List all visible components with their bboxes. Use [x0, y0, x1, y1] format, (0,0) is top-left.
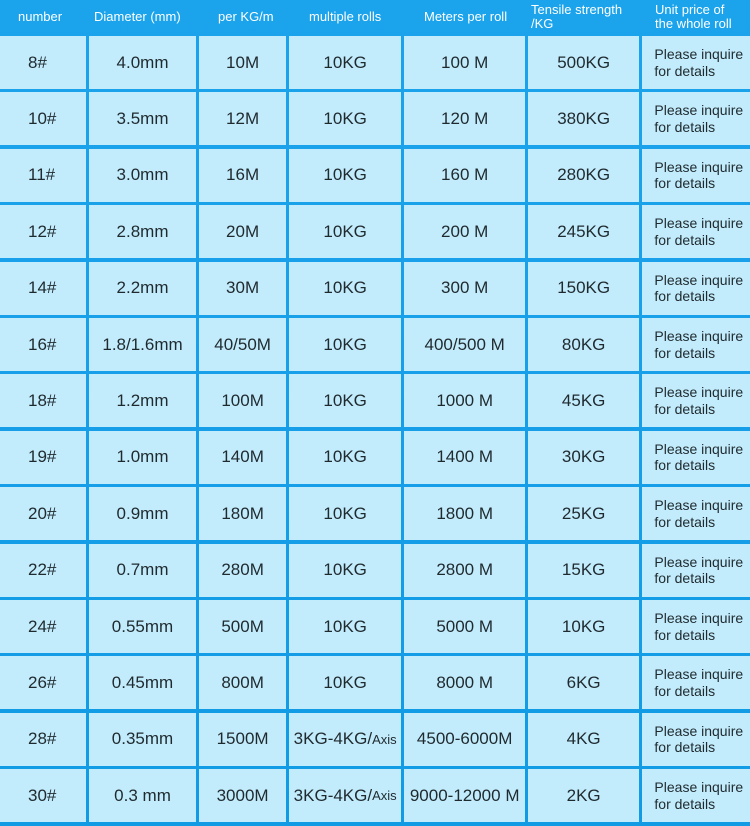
- cell-diameter-text: 0.9mm: [116, 503, 169, 523]
- cell-meters-per-roll: [404, 600, 524, 653]
- cell-per-kg-text: 30M: [226, 278, 260, 298]
- cell-per-kg-text: 10M: [226, 52, 260, 72]
- cell-multiple-rolls-text: 10KG: [323, 334, 367, 354]
- cell-diameter-text: 1.2mm: [116, 390, 169, 410]
- cell-multiple-rolls: [289, 431, 402, 484]
- cell-per-kg: [199, 600, 286, 653]
- cell-tensile-strength: [528, 713, 640, 766]
- cell-multiple-rolls-text: 10KG: [323, 108, 367, 128]
- unit-price-line1: Please inquire: [654, 102, 744, 119]
- cell-number: [0, 713, 86, 766]
- cell-meters-per-roll-text: 160 M: [441, 165, 489, 185]
- cell-unit-price: [642, 769, 750, 822]
- unit-price-line2: for details: [654, 682, 716, 699]
- cell-multiple-rolls-text: 10KG: [323, 52, 367, 72]
- cell-tensile-strength: [528, 544, 640, 597]
- unit-price-line1: Please inquire: [654, 497, 744, 514]
- unit-price-line2: for details: [654, 231, 716, 248]
- table-header: [0, 0, 750, 34]
- header-number-label: number: [18, 9, 63, 25]
- cell-diameter: [89, 656, 197, 709]
- unit-price-line1: Please inquire: [654, 779, 744, 796]
- cell-tensile-strength-text: 245KG: [557, 221, 611, 241]
- cell-number: [0, 374, 86, 427]
- cell-number: [0, 149, 86, 202]
- cell-diameter: [89, 431, 197, 484]
- unit-price-line2: for details: [654, 344, 716, 361]
- table-row: [0, 769, 750, 822]
- cell-diameter-text: 2.8mm: [116, 221, 169, 241]
- cell-per-kg: [199, 92, 286, 145]
- cell-number: [0, 205, 86, 258]
- cell-diameter-text: 1.8/1.6mm: [102, 334, 183, 354]
- cell-unit-price: [642, 149, 750, 202]
- cell-tensile-strength-text: 500KG: [557, 52, 611, 72]
- unit-price-line1: Please inquire: [654, 45, 744, 62]
- cell-per-kg-text: 180M: [221, 503, 264, 523]
- cell-per-kg-text: 40/50M: [214, 334, 271, 354]
- cell-per-kg: [199, 713, 286, 766]
- unit-price-text: [654, 441, 743, 474]
- cell-per-kg-text: 1500M: [216, 729, 269, 749]
- cell-tensile-strength-text: 80KG: [561, 334, 606, 354]
- cell-multiple-rolls: [289, 262, 402, 315]
- cell-unit-price: [642, 487, 750, 540]
- cell-meters-per-roll: [404, 544, 524, 597]
- cell-multiple-rolls: [289, 374, 402, 427]
- cell-per-kg: [199, 262, 286, 315]
- unit-price-text: [654, 554, 743, 587]
- cell-number-text: 16#: [28, 334, 57, 354]
- cell-meters-per-roll: [404, 431, 524, 484]
- header-per-kg-label: per KG/m: [218, 9, 274, 25]
- cell-tensile-strength: [528, 149, 640, 202]
- cell-per-kg: [199, 431, 286, 484]
- unit-price-text: [654, 272, 743, 305]
- header-per-kg: [218, 0, 298, 34]
- cell-multiple-rolls-text: 10KG: [323, 672, 367, 692]
- cell-multiple-rolls-text: 10KG: [323, 221, 367, 241]
- cell-number: [0, 262, 86, 315]
- cell-per-kg-text: 100M: [221, 390, 264, 410]
- cell-tensile-strength: [528, 600, 640, 653]
- cell-per-kg-text: 20M: [226, 221, 260, 241]
- unit-price-text: [654, 328, 743, 361]
- cell-multiple-rolls-text: 10KG: [323, 165, 367, 185]
- cell-number-text: 10#: [28, 108, 57, 128]
- cell-meters-per-roll-text: 4500-6000M: [416, 729, 513, 749]
- cell-multiple-rolls: [289, 205, 402, 258]
- cell-per-kg: [199, 205, 286, 258]
- cell-multiple-rolls: [289, 92, 402, 145]
- cell-meters-per-roll: [404, 769, 524, 822]
- table-row: [0, 431, 750, 484]
- cell-per-kg: [199, 769, 286, 822]
- cell-unit-price: [642, 374, 750, 427]
- cell-meters-per-roll: [404, 205, 524, 258]
- unit-price-line2: for details: [654, 457, 716, 474]
- unit-price-line2: for details: [654, 795, 716, 812]
- cell-tensile-strength-text: 2KG: [566, 785, 601, 805]
- cell-meters-per-roll-text: 400/500 M: [424, 334, 505, 354]
- header-multiple-rolls-label: multiple rolls: [309, 9, 382, 25]
- header-diameter-label: Diameter (mm): [94, 9, 181, 25]
- cell-multiple-rolls-text: 10KG: [323, 560, 367, 580]
- cell-unit-price: [642, 92, 750, 145]
- cell-diameter-text: 1.0mm: [116, 447, 169, 467]
- cell-diameter-text: 3.5mm: [116, 108, 169, 128]
- unit-price-line1: Please inquire: [654, 609, 744, 626]
- cell-diameter: [89, 487, 197, 540]
- cell-number-text: 24#: [28, 616, 57, 636]
- cell-per-kg: [199, 36, 286, 89]
- cell-tensile-strength-text: 25KG: [561, 503, 606, 523]
- cell-unit-price: [642, 600, 750, 653]
- cell-multiple-rolls: [289, 318, 402, 371]
- table-row: [0, 487, 750, 540]
- cell-unit-price: [642, 656, 750, 709]
- cell-unit-price: [642, 318, 750, 371]
- cell-meters-per-roll-text: 1000 M: [436, 390, 494, 410]
- cell-multiple-rolls: [289, 656, 402, 709]
- table-row: [0, 205, 750, 258]
- cell-multiple-rolls-text: 10KG: [323, 447, 367, 467]
- cell-meters-per-roll: [404, 149, 524, 202]
- table-row: [0, 713, 750, 766]
- cell-multiple-rolls: [289, 713, 402, 766]
- header-meters-per-roll: [424, 0, 544, 34]
- unit-price-line1: Please inquire: [654, 215, 744, 232]
- unit-price-line1: Please inquire: [654, 384, 744, 401]
- cell-diameter: [89, 149, 197, 202]
- header-unit-price-line1: Unit price of: [655, 2, 725, 18]
- cell-number: [0, 600, 86, 653]
- cell-per-kg: [199, 544, 286, 597]
- unit-price-text: [654, 779, 743, 812]
- multiple-rolls-value: 3KG-4KG/: [293, 729, 373, 749]
- header-unit-price: [655, 0, 750, 34]
- cell-number-text: 28#: [28, 729, 57, 749]
- cell-unit-price: [642, 713, 750, 766]
- table-row: [0, 374, 750, 427]
- unit-price-line2: for details: [654, 288, 716, 305]
- cell-multiple-rolls: [289, 36, 402, 89]
- cell-number: [0, 769, 86, 822]
- cell-number-text: 19#: [28, 447, 57, 467]
- cell-tensile-strength-text: 15KG: [561, 560, 606, 580]
- cell-meters-per-roll: [404, 487, 524, 540]
- cell-number: [0, 431, 86, 484]
- unit-price-text: [654, 215, 743, 248]
- unit-price-line1: Please inquire: [654, 722, 744, 739]
- cell-tensile-strength-text: 150KG: [557, 278, 611, 298]
- table-row: [0, 544, 750, 597]
- cell-diameter: [89, 36, 197, 89]
- table-row: [0, 92, 750, 145]
- cell-diameter: [89, 600, 197, 653]
- header-unit-price-line2: the whole roll: [655, 16, 732, 31]
- cell-tensile-strength: [528, 431, 640, 484]
- cell-multiple-rolls: [289, 149, 402, 202]
- cell-number-text: 14#: [28, 278, 57, 298]
- cell-number-text: 30#: [28, 785, 57, 805]
- unit-price-text: [654, 159, 743, 192]
- cell-number-text: 18#: [28, 390, 57, 410]
- unit-price-line2: for details: [654, 400, 716, 417]
- unit-price-line2: for details: [654, 626, 716, 643]
- cell-multiple-rolls-text: 10KG: [323, 278, 367, 298]
- cell-tensile-strength-text: 4KG: [566, 729, 601, 749]
- unit-price-text: [654, 723, 743, 756]
- cell-number-text: 26#: [28, 672, 57, 692]
- cell-per-kg-text: 280M: [221, 560, 264, 580]
- cell-multiple-rolls: [289, 544, 402, 597]
- multiple-rolls-unit: Axis: [372, 731, 397, 747]
- cell-diameter-text: 0.3 mm: [114, 785, 171, 805]
- cell-per-kg: [199, 487, 286, 540]
- cell-number-text: 22#: [28, 560, 57, 580]
- cell-meters-per-roll-text: 8000 M: [436, 672, 494, 692]
- cell-multiple-rolls: [289, 769, 402, 822]
- cell-meters-per-roll: [404, 713, 524, 766]
- table-row: [0, 262, 750, 315]
- header-number: [18, 0, 88, 34]
- cell-unit-price: [642, 431, 750, 484]
- cell-per-kg-text: 16M: [226, 165, 260, 185]
- unit-price-line2: for details: [654, 175, 716, 192]
- cell-meters-per-roll-text: 200 M: [441, 221, 489, 241]
- header-tensile-line1: Tensile strength: [531, 2, 623, 18]
- unit-price-text: [654, 497, 743, 530]
- cell-tensile-strength-text: 10KG: [561, 616, 606, 636]
- table-body: [0, 34, 750, 826]
- cell-tensile-strength-text: 6KG: [566, 672, 601, 692]
- cell-per-kg: [199, 656, 286, 709]
- cell-tensile-strength: [528, 205, 640, 258]
- header-tensile-strength: [531, 0, 639, 34]
- cell-meters-per-roll-text: 120 M: [441, 108, 489, 128]
- cell-tensile-strength: [528, 374, 640, 427]
- cell-number: [0, 544, 86, 597]
- cell-meters-per-roll-text: 300 M: [441, 278, 489, 298]
- unit-price-line1: Please inquire: [654, 271, 744, 288]
- table-row: [0, 318, 750, 371]
- table-row: [0, 656, 750, 709]
- cell-tensile-strength: [528, 262, 640, 315]
- cell-number-text: 8#: [28, 52, 47, 72]
- cell-meters-per-roll: [404, 374, 524, 427]
- unit-price-line1: Please inquire: [654, 666, 744, 683]
- cell-diameter: [89, 262, 197, 315]
- cell-tensile-strength-text: 45KG: [561, 390, 606, 410]
- cell-meters-per-roll-text: 1800 M: [436, 503, 494, 523]
- cell-diameter: [89, 92, 197, 145]
- cell-meters-per-roll: [404, 262, 524, 315]
- cell-tensile-strength: [528, 769, 640, 822]
- cell-number: [0, 487, 86, 540]
- cell-number-text: 12#: [28, 221, 57, 241]
- multiple-rolls-value: 3KG-4KG/: [293, 785, 373, 805]
- cell-number: [0, 36, 86, 89]
- cell-per-kg: [199, 374, 286, 427]
- cell-diameter-text: 0.7mm: [116, 560, 169, 580]
- cell-meters-per-roll-text: 9000-12000 M: [409, 785, 520, 805]
- multiple-rolls-unit: Axis: [372, 788, 397, 804]
- unit-price-line2: for details: [654, 570, 716, 587]
- cell-per-kg: [199, 318, 286, 371]
- header-meters-per-roll-label: Meters per roll: [424, 9, 508, 25]
- unit-price-text: [654, 384, 743, 417]
- header-diameter: [94, 0, 204, 34]
- cell-diameter-text: 3.0mm: [116, 165, 169, 185]
- cell-diameter-text: 0.55mm: [111, 616, 174, 636]
- cell-tensile-strength-text: 380KG: [557, 108, 611, 128]
- cell-meters-per-roll-text: 2800 M: [436, 560, 494, 580]
- unit-price-line2: for details: [654, 513, 716, 530]
- unit-price-line1: Please inquire: [654, 327, 744, 344]
- cell-per-kg-text: 12M: [226, 108, 260, 128]
- table-row: [0, 36, 750, 89]
- cell-meters-per-roll: [404, 656, 524, 709]
- cell-tensile-strength: [528, 487, 640, 540]
- cell-diameter-text: 0.45mm: [111, 672, 174, 692]
- unit-price-line1: Please inquire: [654, 440, 744, 457]
- table-row: [0, 149, 750, 202]
- unit-price-text: [654, 666, 743, 699]
- cell-diameter: [89, 769, 197, 822]
- header-multiple-rolls: [309, 0, 419, 34]
- unit-price-line1: Please inquire: [654, 158, 744, 175]
- cell-number-text: 20#: [28, 503, 57, 523]
- cell-multiple-rolls-text: 10KG: [323, 616, 367, 636]
- cell-per-kg-text: 3000M: [216, 785, 269, 805]
- cell-per-kg-text: 140M: [221, 447, 264, 467]
- cell-multiple-rolls: [289, 600, 402, 653]
- cell-diameter: [89, 374, 197, 427]
- unit-price-line2: for details: [654, 62, 716, 79]
- cell-number: [0, 656, 86, 709]
- cell-tensile-strength: [528, 36, 640, 89]
- cell-tensile-strength: [528, 92, 640, 145]
- cell-unit-price: [642, 205, 750, 258]
- cell-diameter: [89, 318, 197, 371]
- cell-number: [0, 318, 86, 371]
- cell-per-kg-text: 500M: [221, 616, 264, 636]
- cell-multiple-rolls-text: 10KG: [323, 390, 367, 410]
- cell-per-kg: [199, 149, 286, 202]
- cell-diameter: [89, 713, 197, 766]
- cell-meters-per-roll-text: 5000 M: [436, 616, 494, 636]
- cell-unit-price: [642, 36, 750, 89]
- unit-price-line2: for details: [654, 739, 716, 756]
- cell-diameter-text: 4.0mm: [116, 52, 169, 72]
- cell-tensile-strength-text: 280KG: [557, 165, 611, 185]
- cell-meters-per-roll: [404, 318, 524, 371]
- unit-price-line2: for details: [654, 118, 716, 135]
- unit-price-text: [654, 610, 743, 643]
- cell-meters-per-roll: [404, 92, 524, 145]
- table-row: [0, 600, 750, 653]
- cell-diameter: [89, 544, 197, 597]
- cell-tensile-strength: [528, 656, 640, 709]
- unit-price-text: [654, 102, 743, 135]
- unit-price-line1: Please inquire: [654, 553, 744, 570]
- cell-number-text: 11#: [28, 165, 56, 185]
- cell-unit-price: [642, 262, 750, 315]
- header-tensile-line2: /KG: [531, 16, 554, 31]
- cell-unit-price: [642, 544, 750, 597]
- cell-tensile-strength-text: 30KG: [561, 447, 606, 467]
- cell-multiple-rolls-text: 10KG: [323, 503, 367, 523]
- cell-number: [0, 92, 86, 145]
- unit-price-text: [654, 46, 743, 79]
- cell-meters-per-roll: [404, 36, 524, 89]
- cell-meters-per-roll-text: 1400 M: [436, 447, 494, 467]
- cell-diameter-text: 2.2mm: [116, 278, 169, 298]
- cell-diameter-text: 0.35mm: [111, 729, 174, 749]
- cell-multiple-rolls: [289, 487, 402, 540]
- cell-diameter: [89, 205, 197, 258]
- cell-meters-per-roll-text: 100 M: [441, 52, 489, 72]
- cell-tensile-strength: [528, 318, 640, 371]
- cell-per-kg-text: 800M: [221, 672, 264, 692]
